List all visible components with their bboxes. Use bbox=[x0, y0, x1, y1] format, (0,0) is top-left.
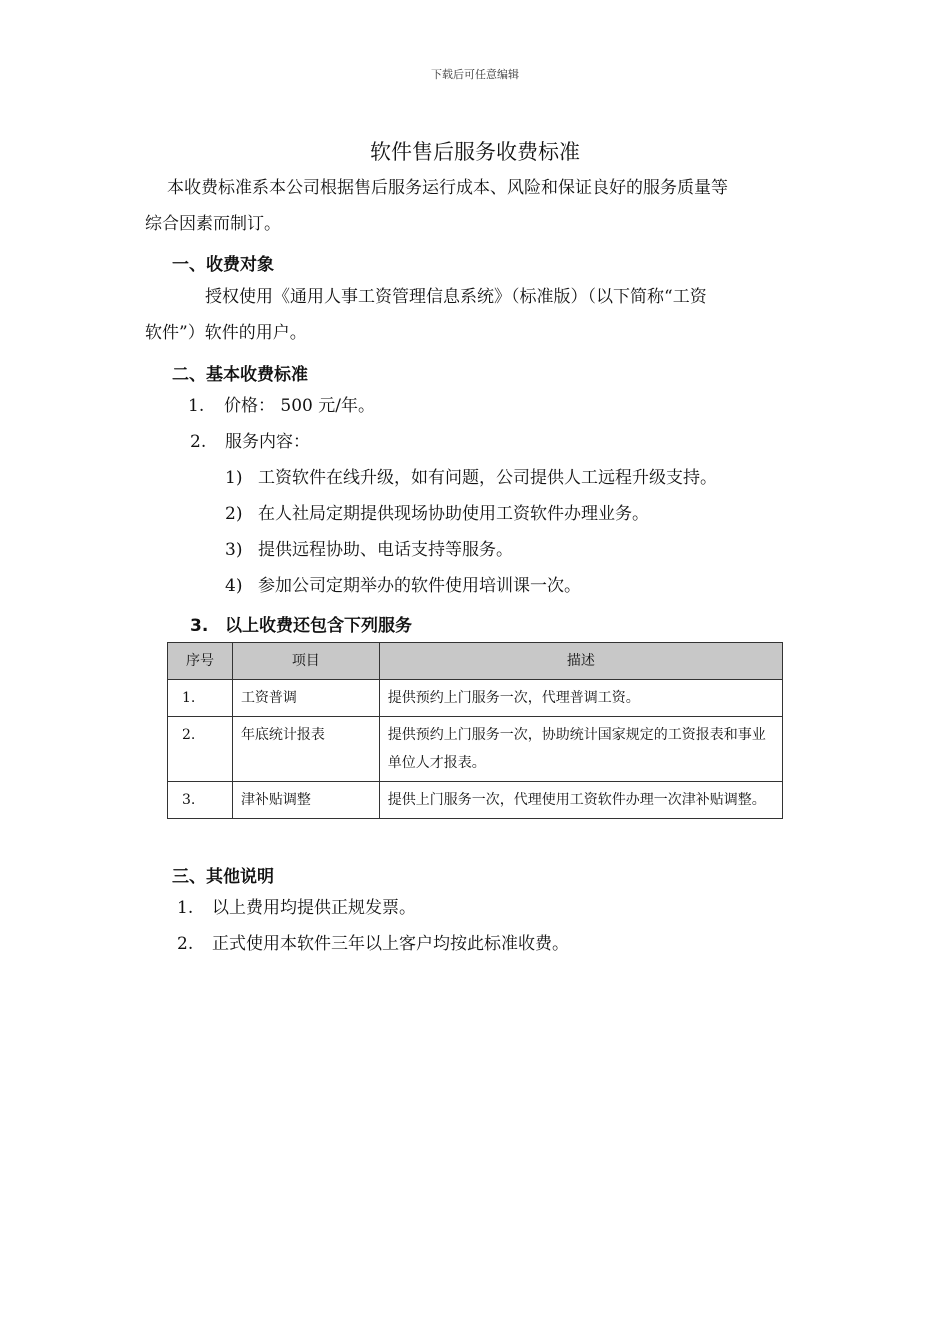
other-note-2 bbox=[177, 926, 569, 962]
table-row bbox=[168, 680, 783, 717]
list-item-text: 参加公司定期举办的软件使用培训课一次。 bbox=[258, 576, 581, 596]
list-number: 3) bbox=[225, 540, 243, 560]
included-services-text: 以上收费还包含下列服务 bbox=[225, 616, 412, 636]
page-header: 下载后可任意编辑 bbox=[431, 68, 519, 81]
column-header-number: 序号 bbox=[168, 643, 233, 680]
row-item: 津补贴调整 bbox=[232, 782, 379, 819]
column-header-description: 描述 bbox=[379, 643, 782, 680]
service-subitem-1 bbox=[225, 460, 717, 496]
section-2-heading: 二、基本收费标准 bbox=[172, 365, 308, 385]
table-header-row bbox=[168, 643, 783, 680]
row-item: 工资普调 bbox=[232, 680, 379, 717]
row-number: 3. bbox=[168, 782, 233, 819]
row-item: 年底统计报表 bbox=[232, 717, 379, 782]
section-1-heading: 一、收费对象 bbox=[172, 255, 274, 275]
services-table bbox=[167, 642, 783, 819]
section-1-line-1: 授权使用《通用人事工资管理信息系统》（标准版）（以下简称“工资 bbox=[205, 287, 707, 307]
list-number: 1. bbox=[177, 898, 194, 918]
list-item-text: 提供远程协助、电话支持等服务。 bbox=[258, 540, 513, 560]
list-number: 2) bbox=[225, 504, 243, 524]
list-number: 2. bbox=[190, 432, 207, 452]
service-content-item bbox=[190, 424, 310, 460]
row-number: 2. bbox=[168, 717, 233, 782]
section-3-heading: 三、其他说明 bbox=[172, 867, 274, 887]
service-subitem-2 bbox=[225, 496, 649, 532]
other-note-1 bbox=[177, 890, 416, 926]
price-item bbox=[188, 388, 375, 424]
included-services-heading bbox=[190, 611, 412, 636]
service-subitem-4 bbox=[225, 568, 581, 604]
list-item-text: 工资软件在线升级，如有问题，公司提供人工远程升级支持。 bbox=[258, 468, 717, 488]
row-description: 提供预约上门服务一次，协助统计国家规定的工资报表和事业单位人才报表。 bbox=[379, 717, 782, 782]
list-number: 2. bbox=[177, 934, 194, 954]
row-number: 1. bbox=[168, 680, 233, 717]
row-description: 提供预约上门服务一次，代理普调工资。 bbox=[379, 680, 782, 717]
list-number: 3. bbox=[190, 616, 209, 636]
row-description: 提供上门服务一次，代理使用工资软件办理一次津补贴调整。 bbox=[379, 782, 782, 819]
section-1-line-2: 软件”）软件的用户。 bbox=[145, 323, 307, 343]
list-item-text: 正式使用本软件三年以上客户均按此标准收费。 bbox=[212, 934, 569, 954]
document-title: 软件售后服务收费标准 bbox=[370, 140, 580, 164]
intro-line-1: 本收费标准系本公司根据售后服务运行成本、风险和保证良好的服务质量等 bbox=[167, 178, 728, 198]
list-number: 1) bbox=[225, 468, 243, 488]
list-item-text: 在人社局定期提供现场协助使用工资软件办理业务。 bbox=[258, 504, 649, 524]
table-row bbox=[168, 782, 783, 819]
list-item-text: 以上费用均提供正规发票。 bbox=[212, 898, 416, 918]
service-content-text: 服务内容： bbox=[225, 432, 310, 452]
list-number: 4) bbox=[225, 576, 243, 596]
table-row bbox=[168, 717, 783, 782]
column-header-item: 项目 bbox=[232, 643, 379, 680]
intro-line-2: 综合因素而制订。 bbox=[145, 214, 281, 234]
service-subitem-3 bbox=[225, 532, 513, 568]
list-number: 1. bbox=[188, 396, 205, 416]
price-text: 价格： 500 元/年。 bbox=[224, 396, 375, 416]
